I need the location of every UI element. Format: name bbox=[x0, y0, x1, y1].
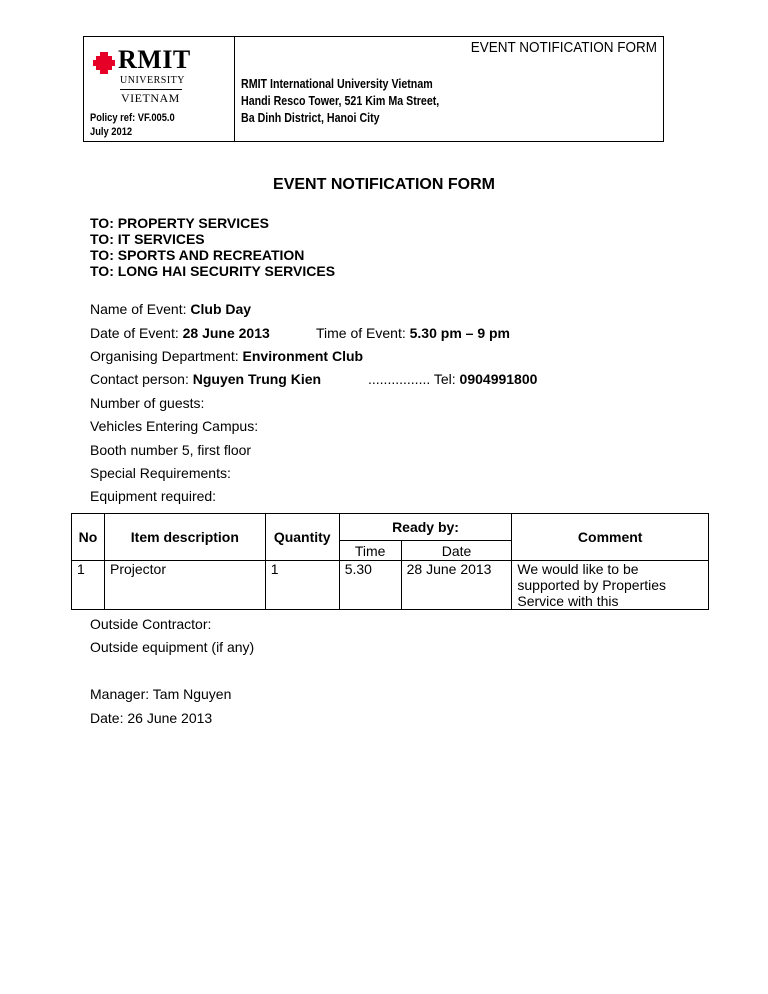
department-field bbox=[90, 348, 363, 364]
guests-field: Number of guests: bbox=[90, 395, 205, 411]
event-time-field bbox=[316, 325, 510, 341]
manager-field: Manager: Tam Nguyen bbox=[90, 686, 232, 702]
department-value: Environment Club bbox=[242, 348, 364, 364]
address-line: Ba Dinh District, Hanoi City bbox=[241, 110, 380, 125]
address-line: RMIT International University Vietnam bbox=[241, 76, 433, 91]
policy-date: July 2012 bbox=[90, 126, 133, 138]
recipient-item: TO: SPORTS AND RECREATION bbox=[90, 247, 305, 263]
event-date-label: Date of Event: bbox=[90, 325, 183, 341]
event-date-field bbox=[90, 325, 270, 341]
table-row bbox=[72, 561, 709, 610]
comment-line: supported by Properties bbox=[517, 577, 667, 593]
cell-no: 1 bbox=[72, 561, 105, 610]
outside-contractor-field: Outside Contractor: bbox=[90, 616, 212, 632]
event-time-label: Time of Event: bbox=[316, 325, 410, 341]
col-header-comment: Comment bbox=[512, 514, 709, 561]
form-header bbox=[83, 36, 664, 142]
outside-equipment-field: Outside equipment (if any) bbox=[90, 639, 255, 655]
equipment-required-field: Equipment required: bbox=[90, 488, 217, 504]
col-header-quantity: Quantity bbox=[265, 514, 339, 561]
contact-field bbox=[90, 371, 321, 387]
col-header-date: Date bbox=[401, 541, 512, 561]
page-title: EVENT NOTIFICATION FORM bbox=[273, 176, 495, 193]
header-logo-cell bbox=[84, 37, 235, 141]
header-form-title: EVENT NOTIFICATION FORM bbox=[470, 39, 657, 56]
rmit-pixel-icon bbox=[93, 52, 115, 74]
tel-value: 0904991800 bbox=[459, 371, 538, 387]
equipment-table bbox=[71, 513, 709, 610]
tel-field bbox=[368, 371, 537, 387]
booth-text: Booth number 5, first floor bbox=[90, 442, 252, 458]
tel-label: ................ Tel: bbox=[368, 371, 460, 387]
logo-country: VIETNAM bbox=[121, 91, 180, 105]
event-name-label: Name of Event: bbox=[90, 301, 191, 317]
signoff-date-field: Date: 26 June 2013 bbox=[90, 710, 213, 726]
col-header-time: Time bbox=[339, 541, 401, 561]
policy-info bbox=[90, 111, 175, 139]
university-address bbox=[241, 75, 439, 126]
special-requirements-field: Special Requirements: bbox=[90, 465, 231, 481]
logo-divider bbox=[120, 89, 182, 90]
contact-value: Nguyen Trung Kien bbox=[192, 371, 322, 387]
vehicles-field: Vehicles Entering Campus: bbox=[90, 418, 259, 434]
address-line: Handi Resco Tower, 521 Kim Ma Street, bbox=[241, 93, 440, 108]
cell-item: Projector bbox=[104, 561, 265, 610]
table-header-row bbox=[72, 514, 709, 541]
event-date-value: 28 June 2013 bbox=[182, 325, 270, 341]
event-name-value: Club Day bbox=[190, 301, 252, 317]
comment-line: Service with this bbox=[517, 593, 619, 609]
recipient-item: TO: LONG HAI SECURITY SERVICES bbox=[90, 263, 336, 279]
logo-university: UNIVERSITY bbox=[120, 75, 185, 86]
cell-time: 5.30 bbox=[339, 561, 401, 610]
recipient-item: TO: PROPERTY SERVICES bbox=[90, 215, 269, 231]
cell-date: 28 June 2013 bbox=[401, 561, 512, 610]
col-header-no: No bbox=[72, 514, 105, 561]
recipient-list bbox=[90, 215, 335, 279]
col-header-ready-by: Ready by: bbox=[339, 514, 512, 541]
cell-quantity: 1 bbox=[265, 561, 339, 610]
policy-ref: Policy ref: VF.005.0 bbox=[90, 112, 175, 124]
logo-brand: RMIT bbox=[118, 45, 191, 74]
cell-comment bbox=[512, 561, 709, 610]
recipient-item: TO: IT SERVICES bbox=[90, 231, 205, 247]
contact-label: Contact person: bbox=[90, 371, 193, 387]
comment-line: We would like to be bbox=[517, 561, 639, 577]
rmit-logo bbox=[92, 43, 202, 103]
event-time-value: 5.30 pm – 9 pm bbox=[409, 325, 511, 341]
department-label: Organising Department: bbox=[90, 348, 243, 364]
col-header-item: Item description bbox=[104, 514, 265, 561]
event-name-field bbox=[90, 301, 251, 317]
